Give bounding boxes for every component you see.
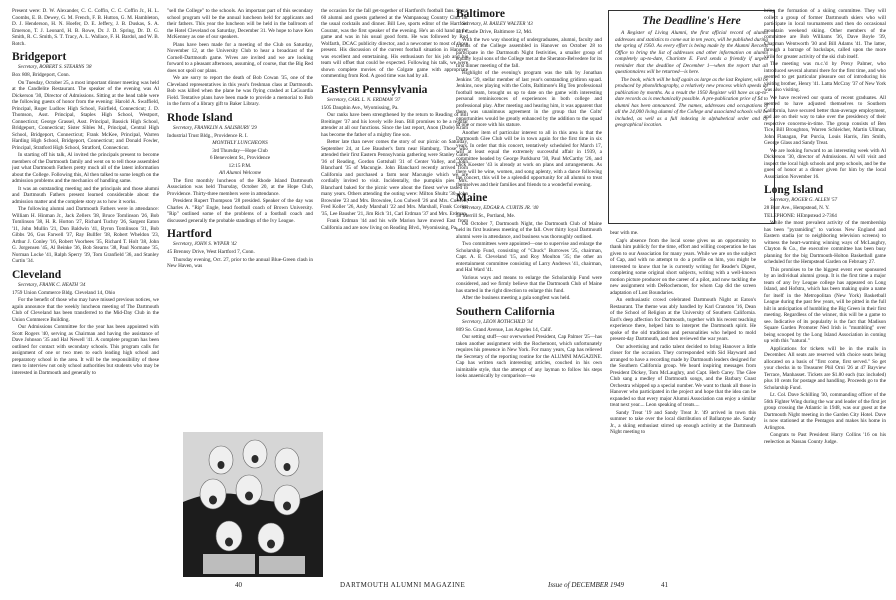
long-island-address: 28 Burr Ave., Hempstead, N. Y. bbox=[764, 205, 830, 211]
baltimore-heading: Baltimore bbox=[456, 8, 505, 20]
southern-california-continued: bring the formation of a skiing committee. They will collect a group of former Dartmouth skiers who will participate in local tournaments and then do occasional mountain weekend skiing. Other members of the committee are Bob Williams '36, Dave Boyle '39, Chapman Wentworth '30 and Bill Adams '41. The latter, through a barrage of backslaps, called upon the more virile for greater activity of the ski club itself. bbox=[764, 8, 886, 60]
bridgeport-paragraph: The following alumni and Dartmouth Fathers were in attendance: William H. Hinman Jr., Jack Zellers '38, Bruce Tomlinson '26, Bob Tomlinson '38, H. R. Horton '27, Richard Tuchry '26, Sargent Eaton '11, John Mullin '21, Don Baldwin '41, Byron Tomlinson '31, Bob Gibbs '26, Gus Farwell '37, Ray Bullfer '38, Robert Wheldon '23, Arthur J. Conley '16, Robert Voorhees '35, Richard T. Holt '38, John G. Jorgensen '45, Al Beinke '36, Bob Stearns '38, Paul Normane '35, Norman Locke '41, Ralph Sperry '39, Tom Granfield '36, and Stanley Curtin '34. bbox=[12, 206, 159, 264]
rhode-island-heading: Rhode Island bbox=[167, 111, 233, 124]
baltimore-paragraph: Another item of particular interest to all in this area is that the Dartmouth Glee Club will be in town again for the first time in six years. In order that this concert, tentatively scheduled for March 17, will at least equal the extremely successful affair in 1939, a committee headed by George Parkhurst '30, Paul McCarthy '26, and Dick Koester '43 is already at work on plans and arrangements. As there will be wine, women, and song aplenty, with a dance following the concert, this will be a splendid opportunity for all alumni to treat themselves and their families and friends to a wonderful evening. bbox=[456, 129, 602, 188]
southern-california-continued: bear with me. bbox=[610, 230, 639, 236]
cleveland-paragraph: For the benefit of those who may have missed previous notices, we again announce that the weekly luncheon meeting of The Dartmouth Club of Cleveland has been transferred to the Mid-Day Club in the Union Commerce Building. bbox=[12, 297, 159, 323]
long-island-paragraph: Applications for tickets will be in the mails in December. All seats are reserved with choice seats being allocated on a basis of "first come, first served." So get your checks in to Treasurer Phil Orni '26 at 47 Bayview Terrace, Manhasset. Tickets are $1.80 each (tax included) plus 10 cents for postage and handling. Proceeds go to the Scholarship Fund. bbox=[764, 345, 886, 391]
attendee-list: Present were: D. W. Alexander, C. C. Coffin, C. C. Coffin Jr., H. L. Coombs, E. B. Dewey, G. M. French, F. B. Hutton, G. M. Hambleton, D. J. Henderson, H. N. Hoefer, D. E. Jeffery, J. B. Duskas, S. A. Emerson, T. J. Leonard, H. B. Rowe, Dr. J. D. Spring, Dr. D. G. Smith, R. C. Smith, S. T. Tracy, A. L. Wallace, F. H. Bardol, and W. B. Rotch. bbox=[12, 8, 159, 47]
southern-california-heading: Southern California bbox=[456, 305, 555, 318]
southern-california-paragraph: We are looking forward to an interesting week with Al Dickerson '30, director of Admissions. Al will visit and inspect the local high schools and prep schools, and be the guest of honor at a dinner given for him by the local Association November 16. bbox=[764, 147, 886, 180]
cleveland-secretary: Secretary, FRANK C. HEATH '34 bbox=[18, 282, 86, 288]
long-island-paragraph: While the most prevalent activity of the membership has been "pyramiding" to various New England and Eastern stadia (or to neighboring television screens) to witness the heart-warming winning ways of McLaughry, Clayton & Co., the executive committee has been busy planning for the big Dartmouth-Holton Basketball game scheduled for the Hempstead Garden on February 27. bbox=[764, 220, 886, 265]
cleveland-address: 1759 Union Commerce Bldg. Cleveland 14, Ohio bbox=[12, 289, 116, 296]
eastern-pennsylvania-secretary: Secretary, CARL L. N. ERDMAN '37 bbox=[327, 97, 401, 103]
southern-california-paragraph: An enthusiastic crowd celebrated Dartmouth Night at Eaton's Restaurant. The theme was ably handled by Karl Cranston '16, Dean of the School of Religion at the University of Southern California. Earl's deep affection for Dartmouth, together with his recent teaching experience there, helped him to interpret the Dartmouth spirit. He spoke of the old traditions and personalities who helped to mold present-day Dartmouth, and then reviewed the war years. bbox=[610, 297, 756, 342]
eastern-pennsylvania-address: 1505 Dauphin Ave., Wyomissing, Pa. bbox=[321, 104, 399, 111]
long-island-telephone: TELEPHONE: HEmpstead 2-7364 bbox=[764, 212, 837, 219]
southern-california-paragraph: Sandy Treat '19 and Sandy Treat Jr. '49 arrived in town this summer to take over the local distribution of Ballantyne ale. Sandy Jr., a skiing enthusiast stirred up enough activity at the Dartmouth Night meeting to bbox=[610, 409, 756, 435]
maine-paragraph: On October 7, Dartmouth Night, the Dartmouth Club of Maine held its first business meeting of the fall. Over thirty loyal Dartmouth alumni were in attendance, and business was thoroughly outlined. bbox=[456, 220, 602, 240]
maine-paragraph: After the business meeting a gala songfest was held. bbox=[462, 295, 571, 301]
column-4 bbox=[456, 8, 602, 580]
cleveland-heading: Cleveland bbox=[12, 268, 62, 281]
southern-california-paragraph: The meeting was m.c.'d by Prexy Palmer, who introduced several alumni there for the first time, and who seemed to get particular pleasure out of introducing his visiting brother, Henry '41. Latta McCray '37 of New York was also visiting. bbox=[764, 61, 886, 93]
hartford-heading: Hartford bbox=[167, 228, 212, 240]
cleveland-paragraph: We are sorry to report the death of Bob Cowan '35, one of the Cleveland representatives in this year's freshman class at Dartmouth. Bob was killed when the plane he was flying crashed at LaGuardia Field. Tentative plans have been made to provide a memorial to Bob in the form of a library gift to Baker Library. bbox=[167, 75, 313, 107]
luncheon-notice-line: 3rd Thursday—Hope Club bbox=[212, 147, 268, 154]
cleveland-paragraph: Plans have been made for a meeting of the Club on Saturday, November 12, at the University Club to hear a broadcast of the Cornell-Dartmouth game. Wives are invited and we are looking forward to a pleasant afternoon, assuming, of course, that the Big Red does not spoil our plans. bbox=[167, 41, 313, 74]
column-1 bbox=[12, 8, 159, 580]
eastern-pennsylvania-paragraph: Our ranks have been strengthened by the return to Reading of Bill Breitinger '37 and his lovely wife Jean. Bill promises to be a regular attender at all our functions. Since the last report, Anon (Dude) Kram has become the father of a mighty fine son. bbox=[321, 112, 468, 138]
column-2 bbox=[167, 8, 313, 428]
maine-paragraph: Two committees were appointed—one to supervise and enlarge the Scholarship Fund, consisting of "Chuck" Burrowes '25, chairman, Capt. A. E. Cleveland '15, and Roy Moulton '35; the other an entertainment committee consisting of Larry Andrews '41, chairman, and Hal Ward '41. bbox=[456, 241, 602, 273]
column-5 bbox=[610, 230, 756, 580]
long-island-paragraph: Lt. Col. Dave Schilling '30, commanding officer of the 56th Fighter Wing during the war and leader of the first jet group crossing the Atlantic in 1948, was our guest at the Dartmouth Night meeting in the Garden City Hotel. Dave is now stationed at the Pentagon and makes his home in Arlington. bbox=[764, 392, 886, 431]
singers-illustration bbox=[183, 432, 323, 577]
baltimore-paragraph: With the two way shooting of undergraduates, alumni, faculty and friends of the College assembled in Hanover on October 28 to participate in the Dartmouth Night festivities, a smaller group of equally loyal sons of the College met at the Sheraton-Belvedere for its first dinner meeting of the fall. bbox=[456, 36, 602, 69]
rhode-island-paragraph: The first monthly luncheon of the Rhode Island Dartmouth Association was held Thursday, October 20, at the Hope Club, Providence. Thirty-three members were in attendance. bbox=[167, 177, 313, 197]
rhode-island-paragraph: President Rupert Thompson '28 presided. Speaker of the day was Charles A. "Rip" Engle, head football coach of Brown University. "Rip" outlined some of the problems of a football coach and discussed generally the probable standings of the Ivy League. bbox=[167, 198, 313, 224]
long-island-heading: Long Island bbox=[764, 184, 824, 196]
glee-club-photo bbox=[183, 432, 323, 577]
issue-date-footer: Issue of DECEMBER 1949 bbox=[548, 581, 625, 589]
deadline-title: The Deadline's Here bbox=[642, 15, 741, 27]
hartford-address: 45 Brennsy Drive, West Hartford 7, Conn. bbox=[167, 249, 255, 255]
eastern-pennsylvania-paragraph: Better late than never comes the story of our picnic on Saturday, September 24, at Lee Bausher's farm near Hamburg. Those who attended their first Eastern Pennsylvania gathering were Stanley Gates '36 of Reading, Gordon Gottshall '31 of Center Valley, and John Blanchard '35 of Macungie. John Blanchard recently arrived from California and purchased a farm near Macungie which we are cordially invited to visit. Incidentally, the pumpkin pies Mrs. Blanchard baked for the picnic were about the finest we've tasted in many years. Others attending the outing were: Milton Shultz '30, John Brownlee '23 and Mrs. Brownlee, Lou Culwell '26 and Mrs. Culwell, Fred Koller '26, Andy Marshall '22 and Mrs. Marshall, Frank Coriett '35, Lee Bausher '21, Jim Rich '31, Carl Erdman '37 and Mrs. Erdman. bbox=[321, 139, 468, 217]
long-island-paragraph: This promises to be the biggest event ever sponsored by an individual alumni group. It is the first time a major team of any Ivy League college has appeared on Long Island, and Hofstra, which has been making quite a name for itself in the Metropolitan (New York) Basketball League during the past few years, will be pitted in the full hilt in anticipation of humbling the Big Green in their first meeting. Regardless of the winner, this will be a game to see. Indicative of its popularity is the fact that Madison Square Garden Promoter Ned Irish is "mumbling" over being scooped by the Long Island Association in coming up with this "natural." bbox=[764, 266, 886, 344]
cleveland-paragraph: Our Admissions Committee for the year has been appointed with Scott Rogers '40, serving as Chairman and having the assistance of Dave Johnson '35 and Hal Newell '41. A complete program has been outlined for contact with secondary schools. This program calls for assignment of one or two men to each leading high school and preparatory school in the area. It will be the responsibility of these men to interview not only school authorities but students who may be interested in Dartmouth and generally to bbox=[12, 324, 159, 376]
maine-heading: Maine bbox=[456, 192, 488, 204]
left-page-number: 40 bbox=[235, 581, 242, 589]
luncheon-notice-title: MONTHLY LUNCHEONS bbox=[212, 140, 268, 146]
bridgeport-paragraph: On Tuesday, October 25, a most important dinner meeting was held at the Candlelite Restaurant. The speaker of the evening was Al Dickerson '30, Director of Admissions. Sitting at the head table were the following guests of honor from the evening: Harold A. Swaffield, Principal, Roger Ludlow High School, Fairfield, Connecticut; J. D. Thomson, Asst. Principal, Staples High School, Westport, Connecticut; George Grassel, Asst. Principal, Bassick High School, Bridgeport, Connecticut; Sister Sibles M., Principal, Central High School, Bridgeport, Connecticut; Frank McKee, Principal, Warren Harding High School, Bridgeport, Connecticut; and Donald Fowler, Principal, Stratford High School, Stratford, Connecticut. bbox=[12, 79, 159, 151]
long-island-secretary: Secretary, ROGER G. ALLEN '57 bbox=[770, 198, 838, 203]
maine-paragraph: Various ways and means to enlarge the Scholarship Fund were considered, and we firmly believe that the Dartmouth Club of Maine has started in the right direction to enlarge this fund. bbox=[456, 274, 602, 294]
luncheon-notice-line: 12:15 P.M. bbox=[228, 162, 252, 169]
column-3 bbox=[321, 8, 468, 428]
bridgeport-paragraph: In starting off his talk, Al invited the principals present to become members of the Dartmouth family and went on to tell those assembled just what Dartmouth Fathers pretty much all of the latest information about the College. Following this, Al then talked to some length on the admission problems and the mechanics of handling same. bbox=[12, 152, 159, 184]
eastern-pennsylvania-heading: Eastern Pennsylvania bbox=[321, 83, 428, 96]
maine-address: 58 Merrill St., Portland, Me. bbox=[456, 213, 516, 219]
baltimore-secretary: Secretary, H. BAILEY WALTER '43 bbox=[462, 22, 533, 27]
magazine-title-footer: DARTMOUTH ALUMNI MAGAZINE bbox=[340, 581, 466, 589]
cleveland-continued: "sell the College" to the schools. An important part of this secondary school program will be the annual luncheon held for applicants and their fathers. This year the luncheon will be held in the ballroom of the Hotel Cleveland on Saturday, December 31. We hope to have Ken McKenney as one of our speakers. bbox=[167, 8, 313, 40]
rhode-island-secretary: Secretary, FRANKLIN A. SALISBURY '29 bbox=[173, 125, 257, 131]
hartford-secretary: Secretary, JOHN S. WYPER '42 bbox=[173, 242, 237, 247]
southern-california-paragraph: We have received our quota of recent graduates. All seemed to have adjusted themselves to Southern California, have secured better than-average employment, and are on their way to take over the presidency of their respective concerns-in-time. The group consists of Ben Tice, Bill Broughton, Warren Schleicher, Martin Ullman, John Flanagan, Pat Purcia, Louis Harris, Jim Smith, George Glass and Sandy Treat. bbox=[764, 94, 886, 146]
bridgeport-address: Box 808, Bridgeport, Conn. bbox=[12, 72, 70, 78]
baltimore-paragraph: Highlight of the evening's program was the talk by Jonathan Jenkins '39, stellar member of last year's outstanding gridiron squad. Jenkins, now playing with the Colts, Baltimore's Big Ten professional football team, brought us up to date on the game with interesting personal reminiscences of experiences in both college and professional play. After meeting and hearing him, it was apparent that there was unanimous agreement in the group that the Colts' opportunities would be greatly enhanced by the addition to the squad of one or more with his stature. bbox=[456, 70, 602, 128]
bridgeport-paragraph: It was an outstanding meeting and the principals and those alumni and Dartmouth Fathers present learned considerable about the admission matter and the complete story as to how it works. bbox=[12, 185, 159, 205]
deadline-paragraph: The book, which will be half again as large as the last Register, will be produced by photolithography, a relatively new process which speeds up publication by months. As a result the 1950 Register will have as up-to-date records as is mechanically possible. A pre-publication price of $4 to alumni has been announced. The names, addresses and occupations of all the 24,000 living alumni of the College and associated schools will be included, as well as a full indexing in alphabetical order and by geographical location. bbox=[615, 76, 768, 128]
deadline-paragraph: A Register of Living Alumni, the first official record of alumni addresses and statistics to come out in ten years, will be published during the spring of 1950. As every effort is being made by the Alumni Records Office to bring the list of addresses and other information on alumni completely up-to-date, Charlotte E. Ford sends a friendly if urgent reminder that the deadline of December 1—when the report that all questionnaires will be returned—is here. bbox=[615, 30, 768, 75]
rhode-island-address: Industrial Trust Bldg., Providence R. I. bbox=[167, 132, 248, 139]
long-island-paragraph: Congrats to Past President Harry Collins '16 on his reelection as Nassau County Judge. bbox=[764, 432, 886, 445]
maine-secretary: Secretary, EDGAR A. CURTIS JR. '40 bbox=[462, 206, 539, 211]
southern-california-address: 809 So. Grand Avenue, Los Angeles 14, Calif. bbox=[456, 326, 553, 333]
bridgeport-secretary: Secretary, ROBERT S. STEARNS '38 bbox=[18, 65, 92, 70]
eastern-pennsylvania-paragraph: Frank Erdman '44 and his wife Marion have moved East from California and are now living on Reading Blvd., Wyomissing, Pa. bbox=[321, 218, 468, 231]
right-page-number: 41 bbox=[661, 581, 668, 589]
deadline-notice-box bbox=[608, 10, 775, 224]
luncheon-notice-line: All Alumni Welcome bbox=[218, 170, 262, 176]
column-6 bbox=[764, 8, 886, 580]
southern-california-paragraph: Our advertising and radio talent decided to bring Hanover a little closer for the occasion. They corresponded with Sid Hayward and arranged to have a recording made by Dartmouth leaders designed for the Southern California group. We heard inspiring messages from President Dickey, Tom McLaughry, and Capt. Herb Carey. The Glee Club sang a medley of Dartmouth songs, and the Barbary Coast Orchestra whipped up a special number. We want to thank all those in Hanover who participated in the project and hope that the idea can be expanded so that every major Alumni Association can enjoy a similar treat next year.... Leon speaking of treats.... bbox=[610, 343, 756, 408]
southern-california-paragraph: Cap's absence from the local scene gives us an opportunity to thank him publicly for the time, effort and willing cooperation he has given to our Association for many years. While we are on the subject of Cap, and with no attempt to do a profile on him, you might be interested to know that he is currently writing for Reader's Digest, completing some original short subjects, writing with a well-known motion picture producer on the career of a pilot, and now tackling the new assignment with DeRochemont, for whom Cap did the screen adaptation of Lost Boundaries. bbox=[610, 237, 756, 296]
baltimore-address: 501 Castle Drive, Baltimore 12, Md. bbox=[456, 29, 533, 35]
southern-california-paragraph: Our setting stuff—our overworked President, Cap Palmer '25—has taken another assignment with the Rochemont, which unfortunately requires his presence in New York. For many years, Cap has relieved the Secretary of the reporting routine for the ALUMNI MAGAZINE. Cap has written such interesting articles, couched in his own inimitable style, that the attempt of any layman to follow his steps looks anaemically by comparison—so bbox=[456, 334, 602, 379]
hartford-paragraph: Thursday evening, Oct. 27, prior to the annual Blue-Green clash in New Haven, was bbox=[167, 256, 313, 269]
bridgeport-heading: Bridgeport bbox=[12, 51, 67, 63]
hartford-continued: the occasion for the fall get-together of Hartford's football fans. Some 60 alumni and guests gathered at the Wampanoag Country Club for the usual cocktails and dinner. Bill Lee, sports editor of the Hartford Courant, was the first speaker of the evening. He's an old hand at the game and was in his usual good form. He was followed by Rod Wolfarth, DCAC publicity director, and a newcomer to most of those present. His discussion of the current football situation in Hanover was excellent and entertaining. His enthusiasm for his job and his team will offset that could be expected. Following his talk, we were shown complete movies of the Colgate game with appropriate commenting from Rod. A good time was had by all. bbox=[321, 8, 468, 79]
luncheon-notice-line: 6 Benevolent St., Providence bbox=[209, 155, 271, 161]
southern-california-secretary: Secretary, LEON ROTHCHILD '34 bbox=[462, 319, 533, 325]
